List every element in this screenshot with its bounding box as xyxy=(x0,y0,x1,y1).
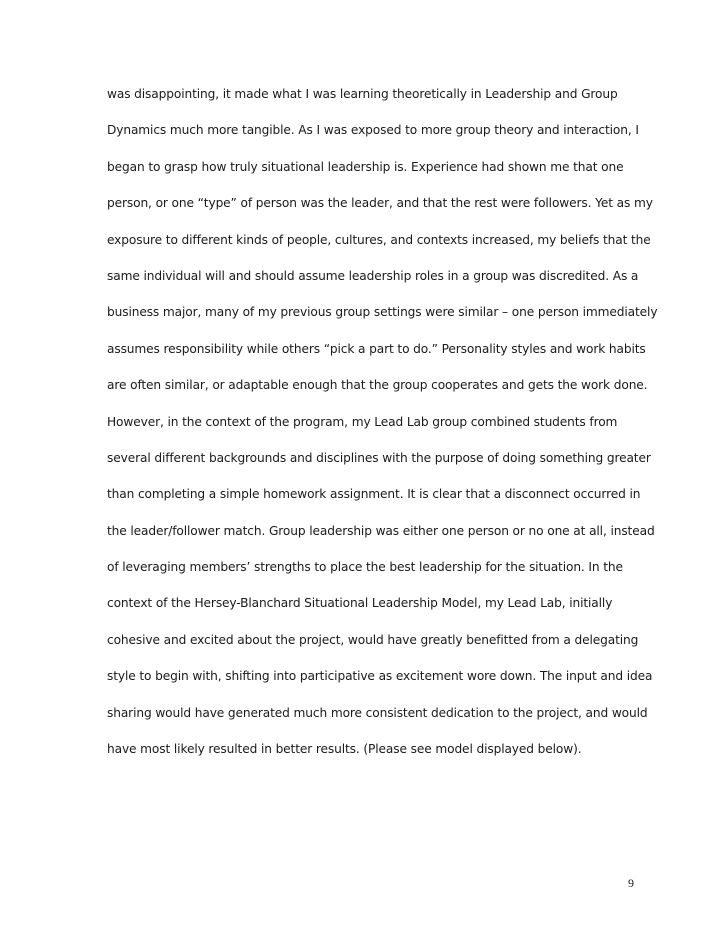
text-line: person, or one “type” of person was the leader, and that the rest were followers. Yet as my xyxy=(107,196,653,211)
text-line: of leveraging members’ strengths to place the best leadership for the situation. In the xyxy=(107,560,623,575)
text-line: Dynamics much more tangible. As I was exposed to more group theory and interaction, I xyxy=(107,123,639,138)
text-line: exposure to different kinds of people, cultures, and contexts increased, my beliefs that the xyxy=(107,232,651,247)
text-line: assumes responsibility while others “pick a part to do.” Personality styles and work habits xyxy=(107,341,646,356)
text-line: context of the Hersey-Blanchard Situational Leadership Model, my Lead Lab, initially xyxy=(107,596,613,611)
text-line: business major, many of my previous group settings were similar – one person immediately xyxy=(107,305,658,320)
text-line: have most likely resulted in better results. (Please see model displayed below). xyxy=(107,742,582,757)
text-line: cohesive and excited about the project, would have greatly benefitted from a delegating xyxy=(107,632,639,647)
text-line: sharing would have generated much more consistent dedication to the project, and would xyxy=(107,705,648,720)
text-line: than completing a simple homework assignment. It is clear that a disconnect occurred in xyxy=(107,487,641,502)
text-line: began to grasp how truly situational leadership is. Experience had shown me that one xyxy=(107,159,624,174)
text-line: was disappointing, it made what I was learning theoretically in Leadership and Group xyxy=(107,87,618,101)
text-line: are often similar, or adaptable enough that the group cooperates and gets the work done. xyxy=(107,378,648,393)
text-line: same individual will and should assume leadership roles in a group was discredited. As a xyxy=(107,268,639,283)
text-line: several different backgrounds and disciplines with the purpose of doing something greater xyxy=(107,450,651,465)
text-line: the leader/follower match. Group leadership was either one person or no one at all, instead xyxy=(107,523,655,538)
page-number: 9 xyxy=(628,876,634,890)
text-line: style to begin with, shifting into participative as excitement wore down. The input and idea xyxy=(107,669,653,684)
text-line: However, in the context of the program, my Lead Lab group combined students from xyxy=(107,414,618,429)
body-paragraph xyxy=(107,76,667,767)
